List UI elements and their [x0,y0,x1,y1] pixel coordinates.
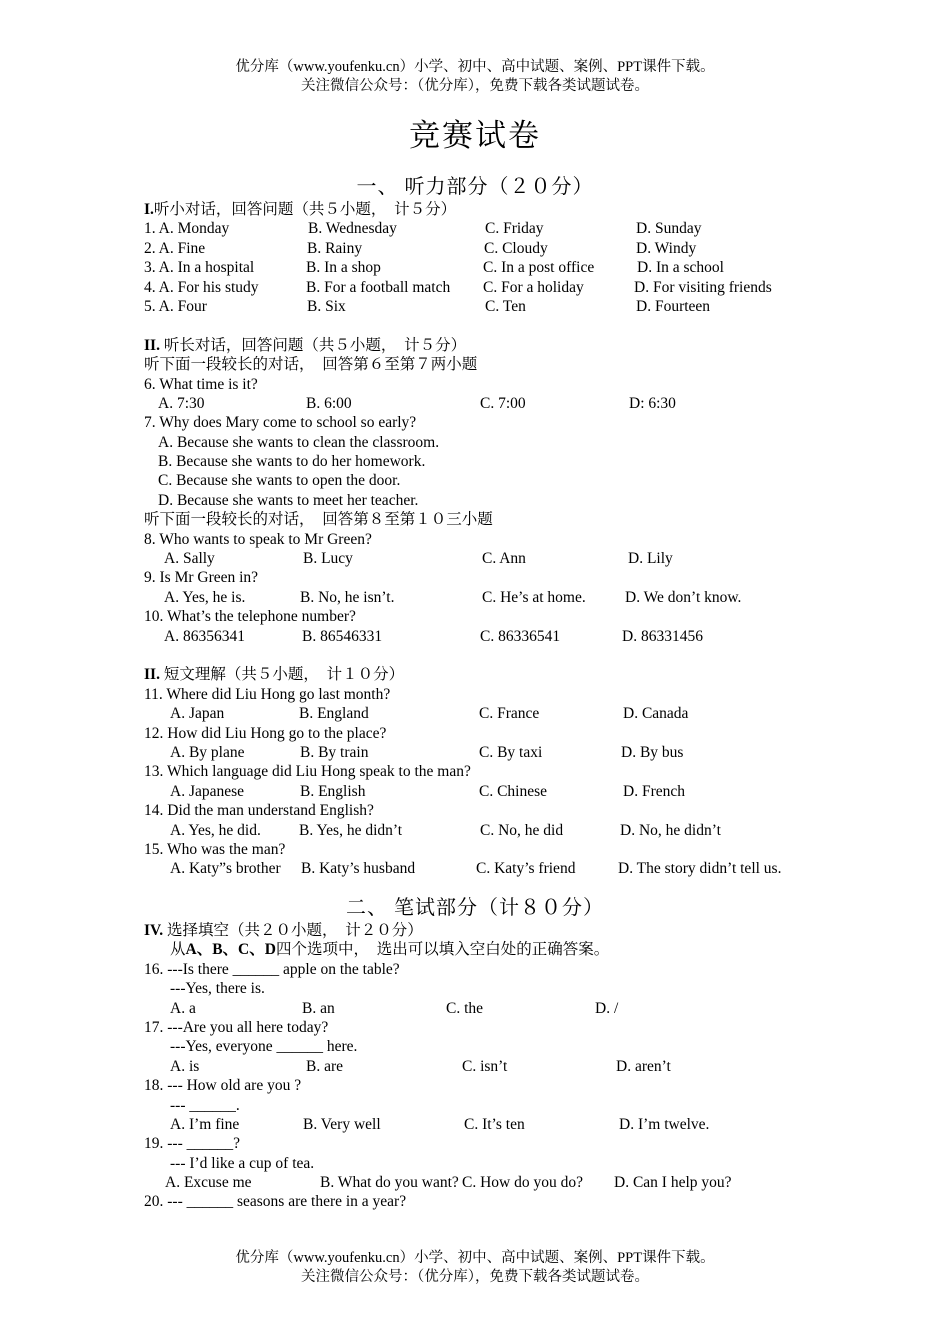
question-11-stem: 11. Where did Liu Hong go last month? [144,685,391,703]
question-9-options: A. Yes, he is. B. No, he isn’t. C. He’s at home. D. We don’t know. [164,588,742,606]
exam-content-part-2 [144,921,824,1212]
header-line-1: 优分库（www.youfenku.cn）小学、初中、高中试题、案例、PPT课件下载。 [235,59,715,75]
question-14-stem: 14. Did the man understand English? [144,802,374,820]
question-17-options: A. is B. are C. isn’t D. aren’t [170,1057,671,1075]
question-13-options: A. Japanese B. English C. Chinese D. French [170,782,685,800]
question-18-stem-2: --- ______. [170,1096,240,1114]
section-4-instructions: 从A、B、C、D四个选项中， 选出可以填入空白处的正确答案。 [170,941,610,959]
section-2-heading: II. 听长对话，回答问题（共５小题， 计５分） [144,336,467,354]
question-16-options: A. a B. an C. the D. / [170,999,619,1017]
section-2-intro-1: 听下面一段较长的对话， 回答第６至第７两小题 [144,356,478,374]
question-2: 2. A. Fine B. Rainy C. Cloudy D. Windy [144,239,697,257]
footer-line-2: 关注微信公众号：（优分库），免费下载各类试题试卷。 [301,1269,649,1285]
question-8-options: A. Sally B. Lucy C. Ann D. Lily [164,550,673,568]
page-title: 竞赛试卷 [409,118,541,153]
question-8-stem: 8. Who wants to speak to Mr Green? [144,530,372,548]
question-17-stem: 17. ---Are you all here today? [144,1018,329,1036]
exam-content [144,200,824,879]
question-7-option-c: C. Because she wants to open the door. [158,472,401,490]
question-15-options: A. Katy”s brother B. Katy’s husband C. Katy’s friend D. The story didn’t tell us. [170,860,782,878]
section-4-heading: IV. 选择填空（共２０小题， 计２０分） [144,922,423,939]
question-10-stem: 10. What’s the telephone number? [144,608,356,626]
footer-line-1: 优分库（www.youfenku.cn）小学、初中、高中试题、案例、PPT课件下载。 [235,1250,715,1266]
question-1: 1. A. Monday B. Wednesday C. Friday D. Sunday [144,220,702,238]
question-17-stem-2: ---Yes, everyone ______ here. [170,1038,358,1056]
question-12-stem: 12. How did Liu Hong go to the place? [144,724,387,742]
question-12-options: A. By plane B. By train C. By taxi D. By bus [170,743,684,761]
section-3-heading: II. 短文理解（共５小题， 计１０分） [144,666,405,684]
section-1-heading: I.听小对话，回答问题（共５小题， 计５分） [144,201,457,218]
part-2-heading: 二、 笔试部分（计８０分） [346,897,604,919]
question-6-stem: 6. What time is it? [144,375,258,393]
question-19-options: A. Excuse me B. What do you want? C. How do you do? D. Can I help you? [165,1174,732,1192]
question-10-options: A. 86356341 B. 86546331 C. 86336541 D. 86331456 [164,627,703,645]
section-2-intro-2: 听下面一段较长的对话， 回答第８至第１０三小题 [144,511,493,529]
question-16-stem-2: ---Yes, there is. [170,980,265,998]
question-5: 5. A. Four B. Six C. Ten D. Fourteen [144,297,711,315]
question-16-stem: 16. ---Is there ______ apple on the table? [144,960,400,978]
question-13-stem: 13. Which language did Liu Hong speak to the man? [144,763,471,781]
question-6-options: A. 7:30 B. 6:00 C. 7:00 D: 6:30 [158,394,676,412]
question-3: 3. A. In a hospital B. In a shop C. In a post office D. In a school [144,259,724,277]
question-4: 4. A. For his study B. For a football match C. For a holiday D. For visiting friends [144,278,772,296]
question-19-stem-2: --- I’d like a cup of tea. [170,1154,315,1172]
part-1-heading: 一、 听力部分（２０分） [356,176,594,198]
question-18-options: A. I’m fine B. Very well C. It’s ten D. I’m twelve. [170,1115,710,1133]
question-18-stem: 18. --- How old are you ? [144,1077,302,1095]
question-7-stem: 7. Why does Mary come to school so early? [144,414,417,432]
question-20-stem: 20. --- ______ seasons are there in a year? [144,1193,407,1211]
question-15-stem: 15. Who was the man? [144,840,286,858]
question-7-option-b: B. Because she wants to do her homework. [158,453,426,471]
header-line-2: 关注微信公众号：（优分库），免费下载各类试题试卷。 [301,78,649,94]
question-7-option-d: D. Because she wants to meet her teacher. [158,491,419,509]
question-19-stem: 19. --- ______? [144,1135,240,1153]
question-7-option-a: A. Because she wants to clean the classroom. [158,433,440,451]
question-9-stem: 9. Is Mr Green in? [144,569,259,587]
question-14-options: A. Yes, he did. B. Yes, he didn’t C. No, he did D. No, he didn’t [170,821,721,839]
question-11-options: A. Japan B. England C. France D. Canada [170,705,689,723]
